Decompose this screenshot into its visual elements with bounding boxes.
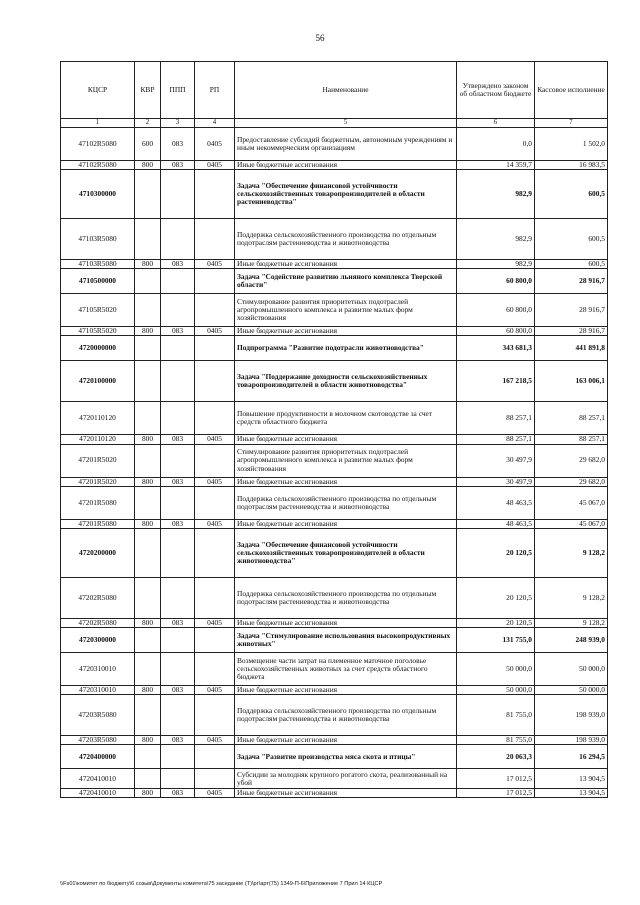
table-row (61, 486, 608, 519)
table-row (61, 444, 608, 477)
cell-ppp: 083 (161, 618, 195, 627)
cell-kcsr: 4720410010 (61, 789, 135, 798)
table-row (61, 161, 608, 170)
header-kvr: КВР (135, 62, 161, 119)
cell-approved: 20 120,5 (457, 618, 535, 627)
cell-ppp: 083 (161, 736, 195, 745)
cell-kvr: 800 (135, 736, 161, 745)
cell-rp (195, 444, 235, 477)
cell-executed: 198 939,0 (535, 736, 608, 745)
cell-ppp (161, 269, 195, 294)
cell-executed: 13 904,5 (535, 769, 608, 789)
cell-kcsr: 4720110120 (61, 402, 135, 435)
cell-kvr: 800 (135, 161, 161, 170)
cell-approved: 30 497,9 (457, 444, 535, 477)
cell-rp (195, 269, 235, 294)
cell-rp (195, 695, 235, 736)
cell-approved: 60 800,0 (457, 269, 535, 294)
cell-name: Возмещение части затрат на племенное маточное поголовье сельскохозяйственных животных за счет средств областного бюджета (235, 652, 457, 685)
cell-ppp: 083 (161, 685, 195, 694)
cell-rp: 0405 (195, 618, 235, 627)
cell-approved: 20 120,5 (457, 577, 535, 618)
cell-ppp (161, 695, 195, 736)
table-row (61, 577, 608, 618)
table-row (61, 336, 608, 361)
cell-ppp (161, 444, 195, 477)
cell-kcsr: 47201R5020 (61, 444, 135, 477)
cell-kvr (135, 486, 161, 519)
cell-name: Задача "Обеспечение финансовой устойчивости сельскохозяйственных товаропроизводителей в области животноводства" (235, 528, 457, 577)
cell-name: Стимулирование развития приоритетных подотраслей агропромышленного комплекса и развитие малых форм хозяйствования (235, 294, 457, 327)
cell-kcsr: 4720200000 (61, 528, 135, 577)
cell-name: Задача "Стимулирование использования высокопродуктивных животных" (235, 627, 457, 652)
cell-executed: 9 128,2 (535, 577, 608, 618)
cell-rp: 0405 (195, 260, 235, 269)
cell-name: Иные бюджетные ассигнования (235, 477, 457, 486)
cell-kcsr: 47202R5080 (61, 577, 135, 618)
cell-rp (195, 745, 235, 769)
cell-name: Иные бюджетные ассигнования (235, 435, 457, 444)
column-number-row (61, 119, 608, 128)
cell-kvr (135, 695, 161, 736)
table-row (61, 327, 608, 336)
cell-kvr (135, 361, 161, 402)
cell-ppp: 083 (161, 128, 195, 161)
cell-kcsr: 47201R5020 (61, 477, 135, 486)
cell-rp (195, 486, 235, 519)
cell-approved: 50 000,0 (457, 685, 535, 694)
cell-kvr (135, 336, 161, 361)
cell-name: Стимулирование развития приоритетных подотраслей агропромышленного комплекса и развитие малых форм хозяйствования (235, 444, 457, 477)
cell-kvr (135, 652, 161, 685)
cell-rp (195, 652, 235, 685)
cell-executed: 441 891,8 (535, 336, 608, 361)
cell-executed: 198 939,0 (535, 695, 608, 736)
table-row (61, 269, 608, 294)
cell-approved: 167 218,5 (457, 361, 535, 402)
cell-rp: 0405 (195, 519, 235, 528)
cell-name: Иные бюджетные ассигнования (235, 736, 457, 745)
cell-ppp: 083 (161, 161, 195, 170)
cell-kcsr: 4720300000 (61, 627, 135, 652)
cell-ppp (161, 627, 195, 652)
cell-name: Иные бюджетные ассигнования (235, 260, 457, 269)
cell-ppp (161, 745, 195, 769)
column-number: 1 (61, 119, 135, 128)
cell-kcsr: 4720100000 (61, 361, 135, 402)
cell-name: Повышение продуктивности в молочном скотоводстве за счет средств областного бюджета (235, 402, 457, 435)
cell-executed: 50 000,0 (535, 652, 608, 685)
cell-kvr (135, 769, 161, 789)
cell-kvr (135, 745, 161, 769)
column-number: 2 (135, 119, 161, 128)
cell-name: Поддержка сельскохозяйственного производства по отдельным подотраслям растениеводства и животноводства (235, 695, 457, 736)
cell-kvr (135, 219, 161, 260)
cell-rp (195, 219, 235, 260)
cell-kcsr: 4720110120 (61, 435, 135, 444)
cell-kvr: 600 (135, 128, 161, 161)
column-number: 3 (161, 119, 195, 128)
cell-name: Иные бюджетные ассигнования (235, 685, 457, 694)
cell-executed: 28 916,7 (535, 327, 608, 336)
cell-name: Иные бюджетные ассигнования (235, 519, 457, 528)
table-row (61, 736, 608, 745)
cell-kcsr: 4720410010 (61, 769, 135, 789)
cell-rp (195, 294, 235, 327)
cell-kvr: 800 (135, 477, 161, 486)
cell-executed: 600,5 (535, 170, 608, 219)
cell-ppp (161, 577, 195, 618)
cell-kcsr: 4720000000 (61, 336, 135, 361)
table-header-row (61, 62, 608, 119)
cell-name: Поддержка сельскохозяйственного производства по отдельным подотраслям растениеводства и животноводства (235, 486, 457, 519)
cell-kcsr: 4720400000 (61, 745, 135, 769)
cell-name: Иные бюджетные ассигнования (235, 789, 457, 798)
cell-rp (195, 769, 235, 789)
cell-executed: 88 257,1 (535, 435, 608, 444)
cell-executed: 45 067,0 (535, 486, 608, 519)
cell-kvr (135, 294, 161, 327)
cell-approved: 88 257,1 (457, 402, 535, 435)
cell-kcsr: 47105R5020 (61, 294, 135, 327)
cell-ppp (161, 219, 195, 260)
cell-kcsr: 4710500000 (61, 269, 135, 294)
cell-ppp (161, 769, 195, 789)
cell-ppp (161, 528, 195, 577)
table-row (61, 618, 608, 627)
cell-executed: 28 916,7 (535, 294, 608, 327)
cell-approved: 982,9 (457, 170, 535, 219)
cell-approved: 131 755,0 (457, 627, 535, 652)
cell-rp (195, 577, 235, 618)
cell-ppp: 083 (161, 519, 195, 528)
cell-kvr (135, 402, 161, 435)
cell-kcsr: 47102R5080 (61, 161, 135, 170)
table-row (61, 361, 608, 402)
cell-kcsr: 47103R5080 (61, 260, 135, 269)
cell-approved: 17 012,5 (457, 769, 535, 789)
cell-executed: 29 682,0 (535, 477, 608, 486)
cell-executed: 16 983,5 (535, 161, 608, 170)
table-row (61, 519, 608, 528)
cell-executed: 9 128,2 (535, 528, 608, 577)
cell-executed: 9 128,2 (535, 618, 608, 627)
cell-kvr (135, 269, 161, 294)
cell-kcsr: 47105R5020 (61, 327, 135, 336)
cell-approved: 14 359,7 (457, 161, 535, 170)
cell-executed: 1 502,0 (535, 128, 608, 161)
cell-kcsr: 47201R5080 (61, 486, 135, 519)
cell-executed: 28 916,7 (535, 269, 608, 294)
cell-rp: 0405 (195, 477, 235, 486)
table-row (61, 789, 608, 798)
cell-rp (195, 336, 235, 361)
cell-approved: 48 463,5 (457, 519, 535, 528)
header-rp: РП (195, 62, 235, 119)
cell-approved: 81 755,0 (457, 736, 535, 745)
cell-kvr: 800 (135, 327, 161, 336)
cell-ppp (161, 402, 195, 435)
table-row (61, 294, 608, 327)
table-row (61, 477, 608, 486)
cell-executed: 13 904,5 (535, 789, 608, 798)
cell-rp: 0405 (195, 685, 235, 694)
cell-ppp: 083 (161, 435, 195, 444)
table-row (61, 685, 608, 694)
cell-rp: 0405 (195, 789, 235, 798)
cell-approved: 30 497,9 (457, 477, 535, 486)
header-approved: Утверждено законом об областном бюджете (457, 62, 535, 119)
cell-name: Предоставление субсидий бюджетным, автономным учреждениям и иным некоммерческим организациям (235, 128, 457, 161)
table-row (61, 652, 608, 685)
file-path-footer: \\Fs01\комитет по бюджету\6 созыв\Документы комитета\75 заседание (Т)\рг\арт(75) 1349-П-6\Приложение 7 Прил 14 КЦСР (60, 881, 383, 887)
cell-approved: 17 012,5 (457, 789, 535, 798)
header-name: Наименование (235, 62, 457, 119)
cell-approved: 0,0 (457, 128, 535, 161)
cell-kvr: 800 (135, 435, 161, 444)
cell-executed: 29 682,0 (535, 444, 608, 477)
cell-kvr: 800 (135, 789, 161, 798)
column-number: 4 (195, 119, 235, 128)
header-executed: Кассовое исполнение (535, 62, 608, 119)
cell-ppp: 083 (161, 327, 195, 336)
cell-approved: 60 800,0 (457, 294, 535, 327)
cell-rp (195, 402, 235, 435)
cell-executed: 50 000,0 (535, 685, 608, 694)
cell-kvr (135, 444, 161, 477)
cell-approved: 60 800,0 (457, 327, 535, 336)
cell-rp: 0405 (195, 128, 235, 161)
cell-ppp: 083 (161, 477, 195, 486)
cell-approved: 50 000,0 (457, 652, 535, 685)
cell-approved: 48 463,5 (457, 486, 535, 519)
cell-approved: 982,9 (457, 219, 535, 260)
cell-executed: 88 257,1 (535, 402, 608, 435)
table-row (61, 627, 608, 652)
cell-name: Субсидии за молодняк крупного рогатого скота, реализованный на убой (235, 769, 457, 789)
page-number: 56 (315, 33, 325, 43)
cell-executed: 163 006,1 (535, 361, 608, 402)
cell-rp (195, 170, 235, 219)
cell-kcsr: 4720310010 (61, 685, 135, 694)
table-row (61, 402, 608, 435)
cell-kvr: 800 (135, 618, 161, 627)
cell-name: Задача "Обеспечение финансовой устойчивости сельскохозяйственных товаропроизводителей в области растениеводства" (235, 170, 457, 219)
cell-approved: 343 681,3 (457, 336, 535, 361)
cell-kvr: 800 (135, 685, 161, 694)
column-number: 5 (235, 119, 457, 128)
cell-kcsr: 47203R5080 (61, 695, 135, 736)
cell-ppp (161, 294, 195, 327)
table-row (61, 128, 608, 161)
cell-executed: 45 067,0 (535, 519, 608, 528)
cell-rp: 0405 (195, 161, 235, 170)
cell-rp: 0405 (195, 327, 235, 336)
cell-kcsr: 47102R5080 (61, 128, 135, 161)
cell-rp: 0405 (195, 736, 235, 745)
cell-kvr (135, 170, 161, 219)
cell-kvr (135, 577, 161, 618)
cell-kvr: 800 (135, 519, 161, 528)
cell-ppp (161, 486, 195, 519)
table-row (61, 769, 608, 789)
table-body (61, 128, 608, 798)
cell-kcsr: 47202R5080 (61, 618, 135, 627)
cell-ppp (161, 170, 195, 219)
cell-name: Задача "Поддержание доходности сельскохозяйственных товаропроизводителей в области животноводства" (235, 361, 457, 402)
cell-name: Иные бюджетные ассигнования (235, 618, 457, 627)
cell-name: Задача "Развитие производства мяса скота и птицы" (235, 745, 457, 769)
table-row (61, 528, 608, 577)
cell-kcsr: 4720310010 (61, 652, 135, 685)
cell-executed: 248 939,0 (535, 627, 608, 652)
cell-rp (195, 361, 235, 402)
cell-kcsr: 47103R5080 (61, 219, 135, 260)
cell-ppp (161, 652, 195, 685)
cell-name: Поддержка сельскохозяйственного производства по отдельным подотраслям растениеводства и животноводства (235, 577, 457, 618)
budget-table (60, 61, 608, 798)
column-number: 6 (457, 119, 535, 128)
table-row (61, 170, 608, 219)
cell-ppp (161, 336, 195, 361)
cell-rp (195, 528, 235, 577)
table-row (61, 695, 608, 736)
table-row (61, 260, 608, 269)
cell-approved: 88 257,1 (457, 435, 535, 444)
table-row (61, 219, 608, 260)
cell-name: Задача "Содействие развитию льняного комплекса Тверской области" (235, 269, 457, 294)
cell-approved: 81 755,0 (457, 695, 535, 736)
cell-name: Иные бюджетные ассигнования (235, 161, 457, 170)
cell-rp (195, 627, 235, 652)
cell-approved: 20 120,5 (457, 528, 535, 577)
table-row (61, 745, 608, 769)
cell-kcsr: 47201R5080 (61, 519, 135, 528)
cell-rp: 0405 (195, 435, 235, 444)
cell-executed: 16 294,5 (535, 745, 608, 769)
header-kcsr: КЦСР (61, 62, 135, 119)
cell-name: Поддержка сельскохозяйственного производства по отдельным подотраслям растениеводства и животноводства (235, 219, 457, 260)
table-row (61, 435, 608, 444)
cell-ppp (161, 361, 195, 402)
header-ppp: ППП (161, 62, 195, 119)
cell-kcsr: 47203R5080 (61, 736, 135, 745)
cell-executed: 600,5 (535, 260, 608, 269)
cell-kcsr: 4710300000 (61, 170, 135, 219)
cell-kvr: 800 (135, 260, 161, 269)
cell-kvr (135, 528, 161, 577)
cell-approved: 20 063,3 (457, 745, 535, 769)
cell-ppp: 083 (161, 789, 195, 798)
cell-ppp: 083 (161, 260, 195, 269)
cell-executed: 600,5 (535, 219, 608, 260)
cell-name: Иные бюджетные ассигнования (235, 327, 457, 336)
cell-approved: 982,9 (457, 260, 535, 269)
cell-kvr (135, 627, 161, 652)
cell-name: Подпрограмма "Развитие подотрасли животноводства" (235, 336, 457, 361)
column-number: 7 (535, 119, 608, 128)
